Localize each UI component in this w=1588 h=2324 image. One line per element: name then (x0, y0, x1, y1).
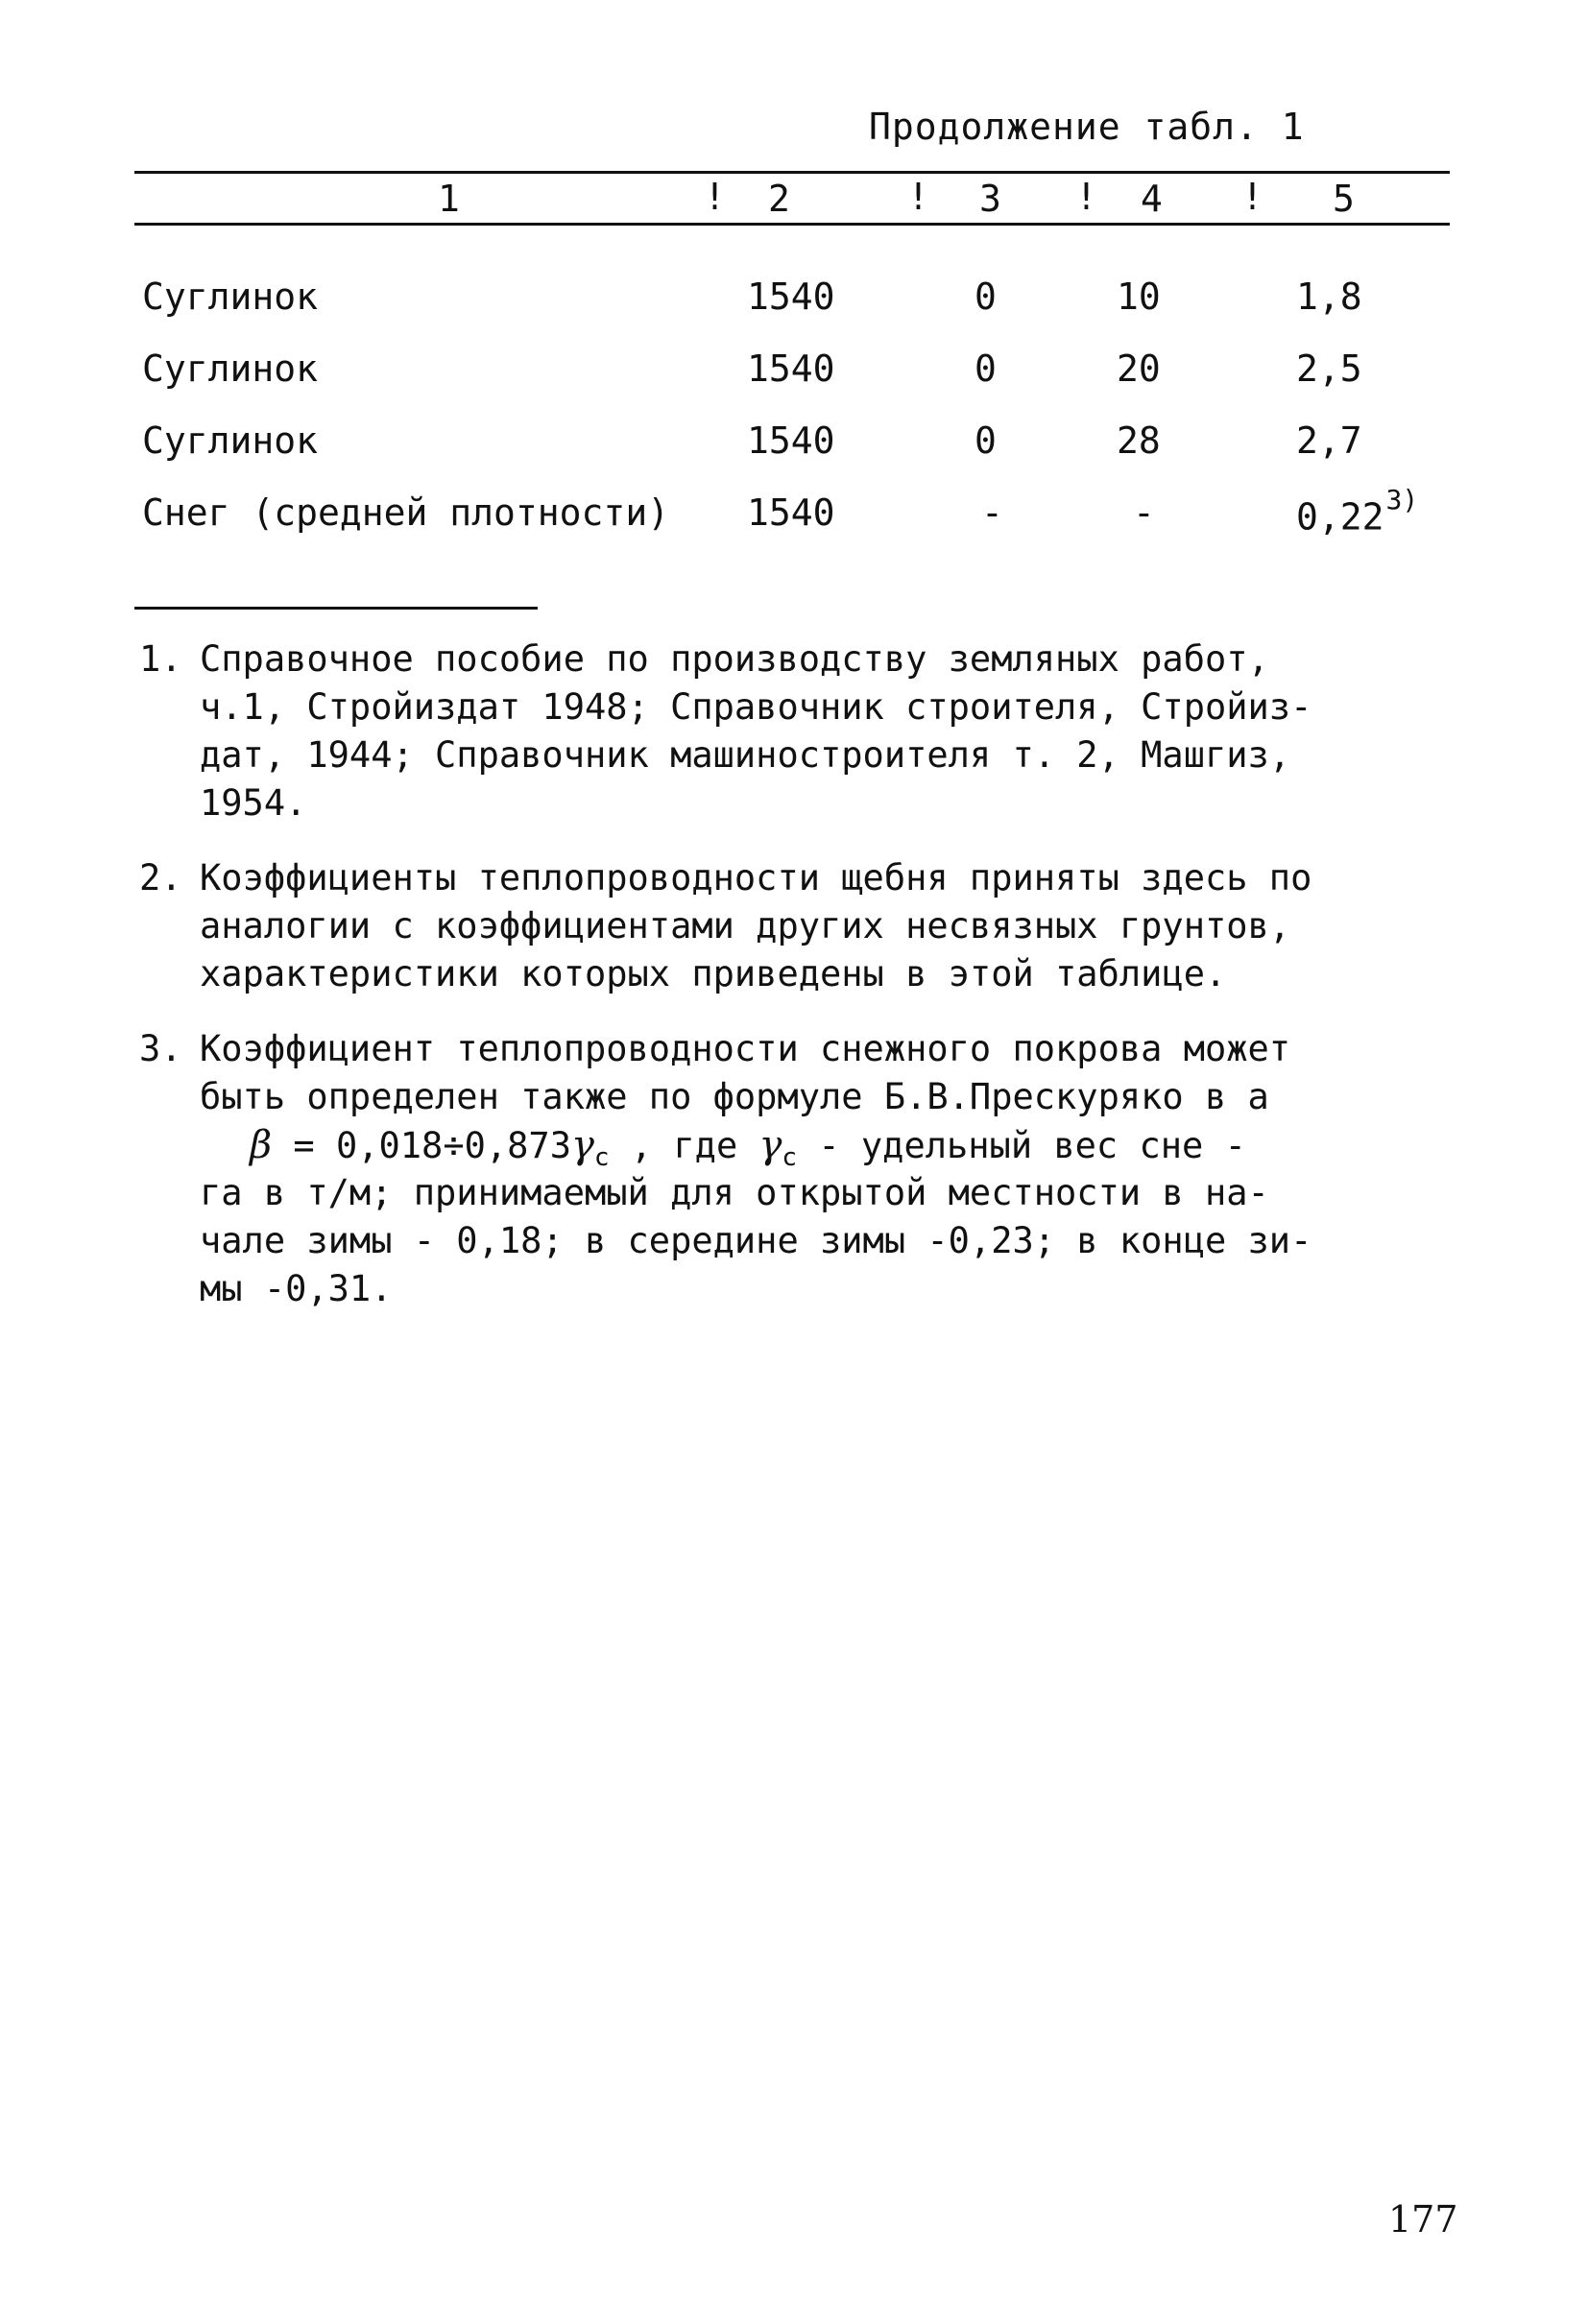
row-col-2: 1540 (747, 276, 835, 318)
footnote-line: 1954. (200, 782, 307, 824)
row-col-4: - (1133, 491, 1155, 534)
footnote-separator (134, 607, 538, 610)
row-col-5-value: 0,22 (1296, 495, 1384, 539)
footnote-line: быть определен также по формуле Б.В.Прескуряко в а (200, 1076, 1269, 1117)
formula-where: , где (609, 1125, 759, 1166)
gamma-symbol: γ (758, 1123, 782, 1167)
footnote-line: дат, 1944; Справочник машиностроителя т. 2, Машгиз, (200, 734, 1291, 776)
header-separator: ! (1075, 176, 1097, 218)
header-col-3: 3 (979, 178, 1001, 220)
row-col-3: - (981, 491, 1003, 534)
lambda-symbol: β (250, 1123, 273, 1167)
header-separator: ! (1241, 176, 1263, 218)
footnote-number: 2. (139, 857, 182, 898)
formula-expression: = 0,018÷0,873 (272, 1125, 571, 1166)
table-top-rule (134, 171, 1450, 174)
header-col-5: 5 (1333, 178, 1355, 220)
footnote-number: 3. (139, 1028, 182, 1069)
footnote-line: га в т/м; принимаемый для открытой местности в на- (200, 1172, 1269, 1213)
row-name: Суглинок (142, 347, 319, 390)
gamma-subscript: c (593, 1143, 610, 1172)
footnote-line: Коэффициенты теплопроводности щебня приняты здесь по (200, 857, 1312, 898)
header-separator: ! (704, 176, 726, 218)
header-col-2: 2 (768, 178, 790, 220)
gamma-symbol: γ (571, 1123, 594, 1167)
row-col-3: 0 (974, 347, 997, 390)
row-col-5: 2,7 (1296, 419, 1362, 462)
footnote-line: характеристики которых приведены в этой таблице. (200, 953, 1227, 994)
page-number: 177 (1388, 2198, 1458, 2240)
row-col-2: 1540 (747, 491, 835, 534)
footnote-line: мы -0,31. (200, 1268, 393, 1309)
row-col-3: 0 (974, 276, 997, 318)
row-name: Суглинок (142, 276, 319, 318)
row-col-5: 1,8 (1296, 276, 1362, 318)
footnote-line: Справочное пособие по производству земляных работ, (200, 638, 1269, 680)
row-col-3: 0 (974, 419, 997, 462)
footnote-line: чале зимы - 0,18; в середине зимы -0,23; в конце зи- (200, 1220, 1312, 1261)
row-col-5 (1296, 484, 1419, 539)
row-col-4: 20 (1117, 347, 1161, 390)
footnote-line: ч.1, Стройиздат 1948; Справочник строителя, Стройиз- (200, 686, 1312, 728)
row-name: Суглинок (142, 419, 319, 462)
table-header-rule (134, 223, 1450, 226)
footnote-ref: 3) (1385, 484, 1419, 515)
header-separator: ! (907, 176, 929, 218)
formula-line (250, 1121, 1246, 1174)
footnote-number: 1. (139, 638, 182, 680)
gamma-subscript: c (782, 1143, 798, 1172)
footnote-line: аналогии с коэффициентами других несвязных грунтов, (200, 905, 1291, 946)
row-col-4: 10 (1117, 276, 1161, 318)
row-col-2: 1540 (747, 347, 835, 390)
table-caption: Продолжение табл. 1 (869, 106, 1305, 148)
footnote-line: Коэффициент теплопроводности снежного покрова может (200, 1028, 1291, 1069)
formula-description: - удельный вес сне - (797, 1125, 1246, 1166)
row-col-5: 2,5 (1296, 347, 1362, 390)
row-col-4: 28 (1117, 419, 1161, 462)
header-col-4: 4 (1141, 178, 1163, 220)
row-col-2: 1540 (747, 419, 835, 462)
row-name: Снег (средней плотности) (142, 491, 670, 534)
header-col-1: 1 (438, 178, 460, 220)
